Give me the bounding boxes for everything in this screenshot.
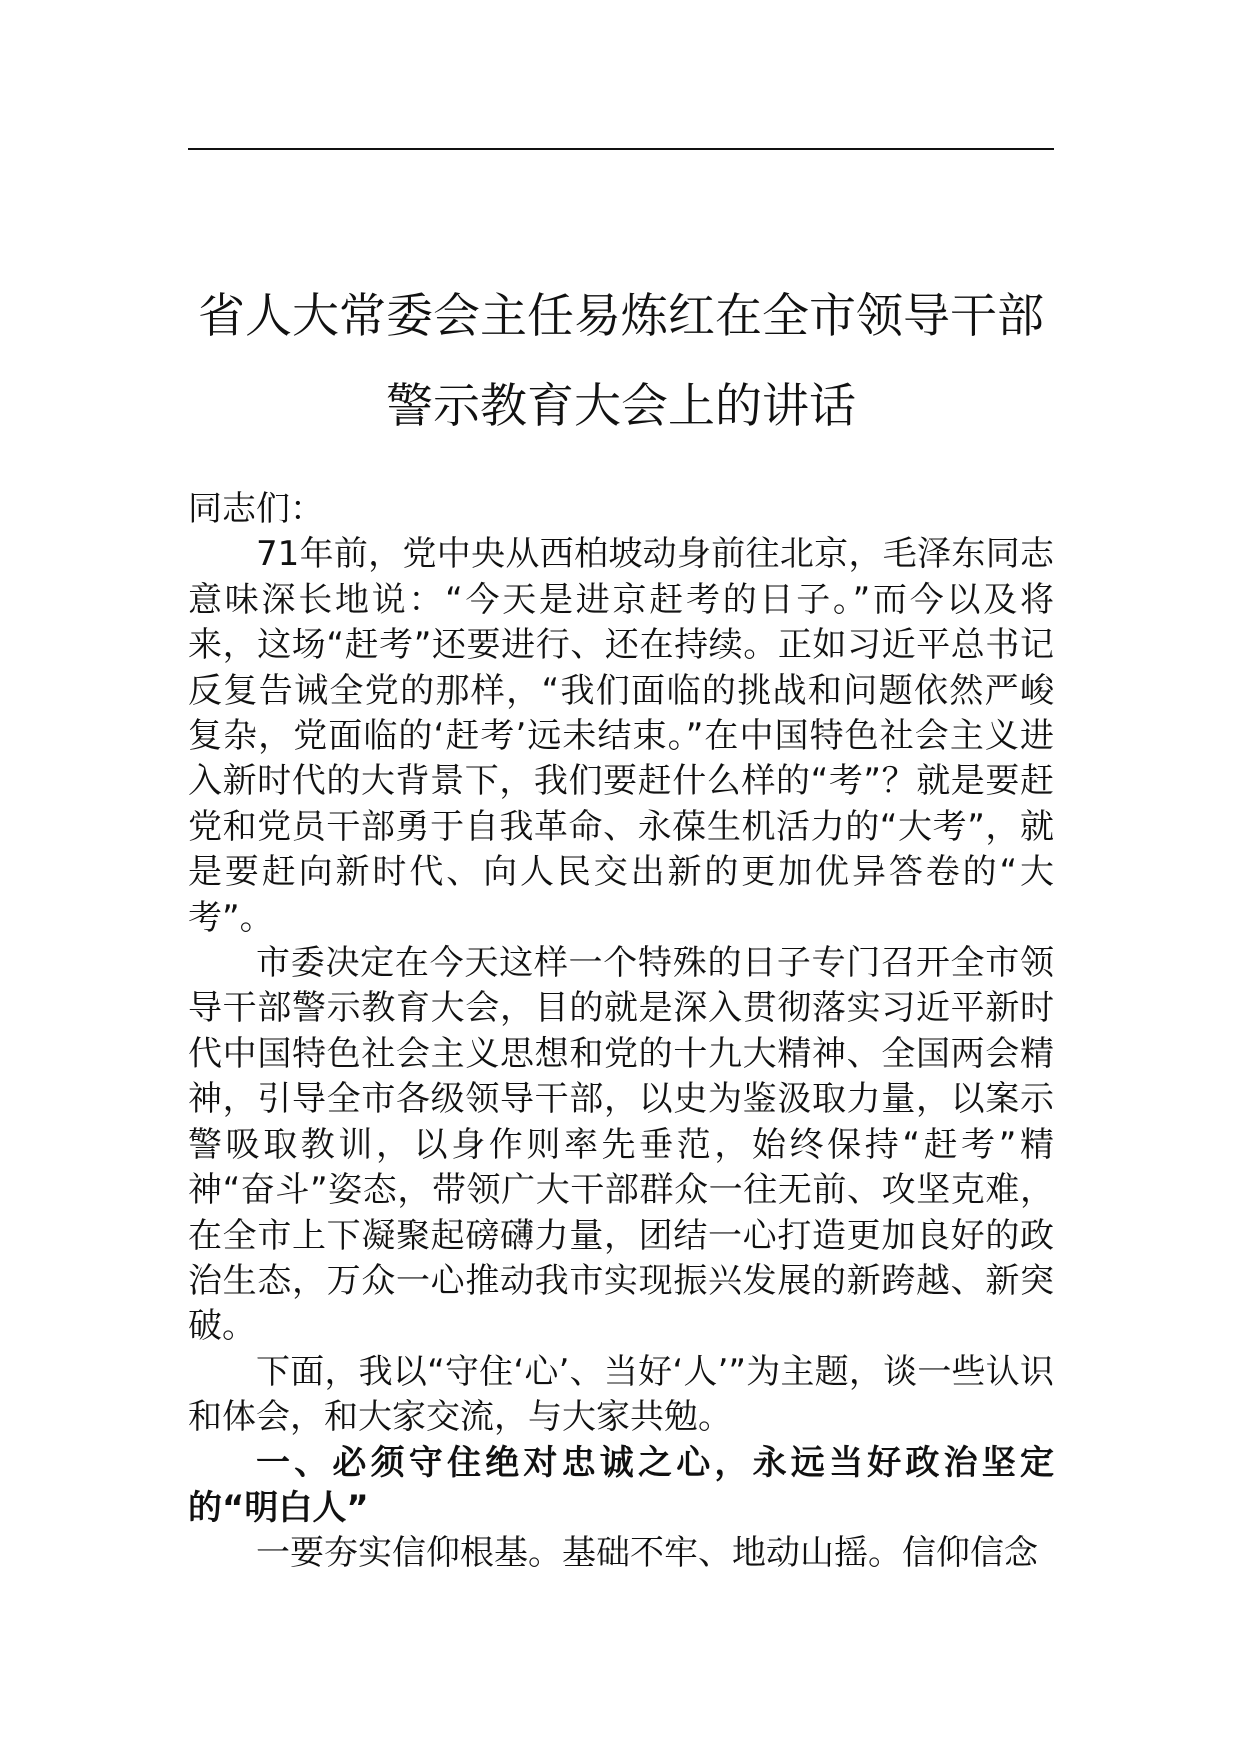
header-rule: [188, 148, 1054, 150]
title-line-1: 省人大常委会主任易炼红在全市领导干部: [198, 289, 1044, 344]
paragraph-1: 71年前，党中央从西柏坡动身前往北京，毛泽东同志意味深长地说：“今天是进京赶考的日子。”而今以及将来，这场“赶考”还要进行、还在持续。正如习近平总书记反复告诫全党的那样，“我们面临的挑战和问题依然严峻复杂，党面临的‘赶考’远未结束。”在中国特色社会主义进入新时代的大背景下，我们要赶什么样的“考”？就是要赶党和党员干部勇于自我革命、永葆生机活力的“大考”，就是要赶向新时代、向人民交出新的更加优异答卷的“大考”。: [188, 534, 1054, 938]
paragraph-3: 下面，我以“守住‘心’、当好‘人’”为主题，谈一些认识和体会，和大家交流，与大家共勉。: [188, 1351, 1054, 1438]
paragraph-4: 一要夯实信仰根基。基础不牢、地动山摇。信仰信念: [256, 1533, 1038, 1574]
title-line-2: 警示教育大会上的讲话: [386, 379, 856, 434]
section-heading: 一、必须守住绝对忠诚之心，永远当好政治坚定的“明白人”: [188, 1442, 1054, 1528]
document-title: [188, 272, 1054, 452]
paragraph-2: 市委决定在今天这样一个特殊的日子专门召开全市领导干部警示教育大会，目的就是深入贯彻落实习近平新时代中国特色社会主义思想和党的十九大精神、全国两会精神，引导全市各级领导干部，以史为鉴汲取力量，以案示警吸取教训，以身作则率先垂范，始终保持“赶考”精神“奋斗”姿态，带领广大干部群众一往无前、攻坚克难，在全市上下凝聚起磅礴力量，团结一心打造更加良好的政治生态，万众一心推动我市实现振兴发展的新跨越、新突破。: [188, 943, 1054, 1347]
document-body: [188, 487, 1054, 1577]
salutation: 同志们：: [188, 489, 324, 529]
